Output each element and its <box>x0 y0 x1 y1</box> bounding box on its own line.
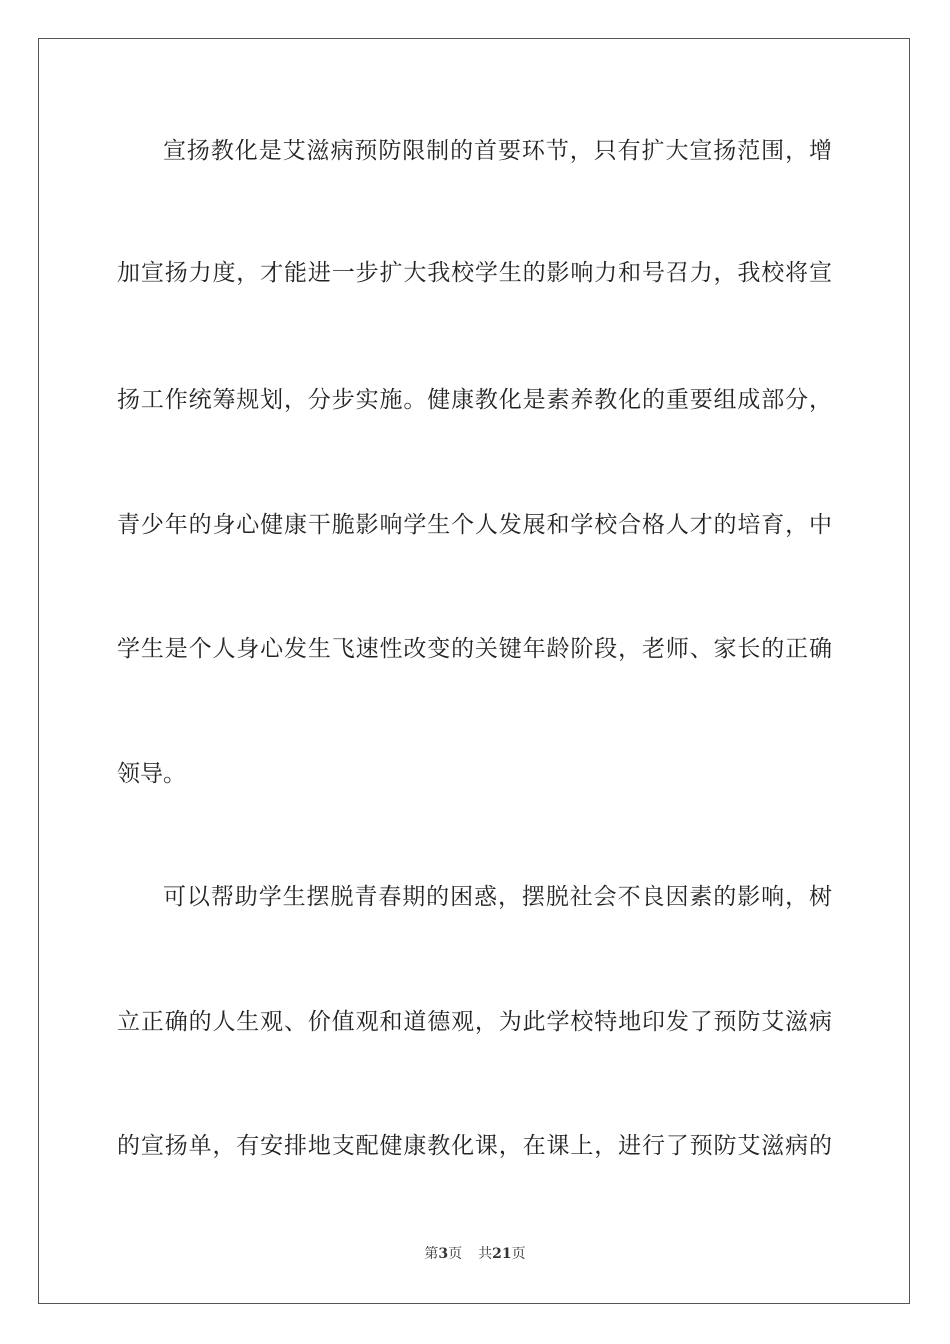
total-prefix: 共 <box>478 1246 493 1262</box>
paragraph-2-line-2: 立正确的人生观、价值观和道德观，为此学校特地印发了预防艾滋病 <box>117 1009 832 1035</box>
paragraph-2-line-1: 可以帮助学生摆脱青春期的困惑，摆脱社会不良因素的影响，树 <box>163 884 832 910</box>
paragraph-1-line-3: 扬工作统筹规划，分步实施。健康教化是素养教化的重要组成部分， <box>117 387 832 413</box>
total-page-count: 21 <box>492 1246 512 1262</box>
paragraph-1-line-6: 领导。 <box>117 761 186 787</box>
paragraph-1-line-4: 青少年的身心健康干脆影响学生个人发展和学校合格人才的培育，中 <box>117 512 832 538</box>
page-border <box>38 38 910 1304</box>
page-footer <box>0 1245 950 1263</box>
total-suffix: 页 <box>511 1246 526 1262</box>
current-page-number: 3 <box>438 1246 449 1262</box>
paragraph-1-line-1: 宣扬教化是艾滋病预防限制的首要环节，只有扩大宣扬范围，增 <box>163 138 832 164</box>
page-suffix: 页 <box>448 1246 463 1262</box>
page-prefix: 第 <box>424 1246 439 1262</box>
paragraph-1-line-2: 加宣扬力度，才能进一步扩大我校学生的影响力和号召力，我校将宣 <box>117 260 832 286</box>
paragraph-2-line-3: 的宣扬单，有安排地支配健康教化课，在课上，进行了预防艾滋病的 <box>117 1133 832 1159</box>
paragraph-1-line-5: 学生是个人身心发生飞速性改变的关键年龄阶段，老师、家长的正确 <box>117 636 832 662</box>
